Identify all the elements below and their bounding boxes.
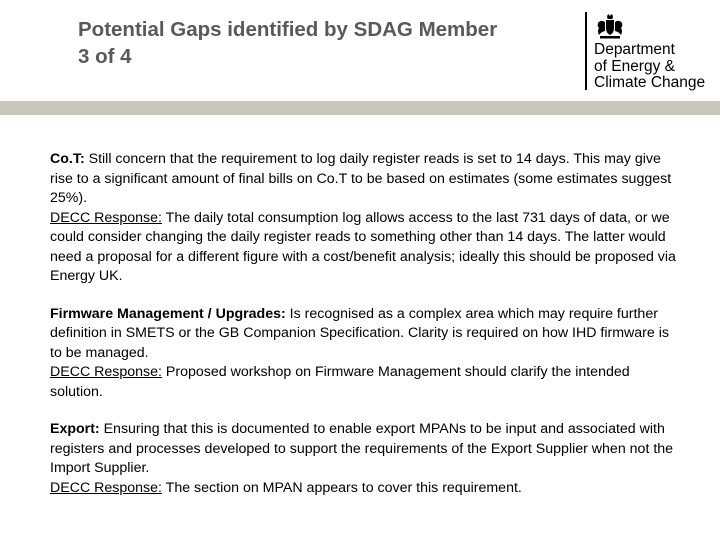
response-text: The daily total consumption log allows access to the last 731 days of data, or we could consider changing the daily register reads to something other than 14 days. The latter would need a proposal for a different figure with a cost/benefit analysis; ideally this should be proposed via Energy UK. (50, 209, 676, 284)
decc-response (50, 363, 680, 402)
gap-heading: Co.T: (50, 151, 85, 167)
decc-response (50, 479, 680, 499)
gap-heading: Firmware Management / Upgrades: (50, 305, 286, 322)
gap-description (50, 305, 680, 364)
gap-text: Is recognised as a complex area which may require further definition in SMETS or the GB Companion Specification. Clarity is required on how IHD firmware is to be managed. (50, 305, 669, 361)
header-divider (0, 101, 720, 115)
response-text: Proposed workshop on Firmware Management should clarify the intended solution. (50, 364, 630, 400)
gap-section-cot (50, 150, 680, 287)
logo-divider-bar (585, 12, 587, 90)
decc-logo (585, 12, 715, 96)
decc-response (50, 209, 680, 287)
gap-section-export (50, 420, 680, 498)
response-label: DECC Response: (50, 479, 162, 496)
response-label: DECC Response: (50, 364, 162, 380)
gap-text: Ensuring that this is documented to enable export MPANs to be input and associated with registers and processes developed to support the requirements of the Export Supplier when not the Import Supplier. (50, 421, 674, 476)
content-body (50, 150, 680, 516)
logo-line-3: Climate Change (594, 74, 706, 91)
royal-coat-of-arms-icon (595, 14, 625, 40)
gap-heading: Export: (50, 421, 100, 437)
gap-text: Still concern that the requirement to log daily register reads is set to 14 days. This may give rise to a significant amount of final bills on Co.T to be based on estimates (some estimates suggest 25%). (50, 151, 672, 206)
gap-description (50, 420, 680, 479)
logo-line-2: of Energy & (594, 57, 675, 75)
response-label: DECC Response: (50, 209, 162, 226)
logo-line-1: Department (594, 41, 675, 58)
gap-section-firmware (50, 305, 680, 403)
title-line-1: Potential Gaps identified by SDAG Member (78, 18, 498, 41)
page-title (78, 16, 497, 70)
title-line-2: 3 of 4 (78, 45, 132, 68)
response-text: The section on MPAN appears to cover this requirement. (161, 479, 522, 496)
gap-description (50, 150, 680, 209)
department-name (594, 42, 705, 92)
